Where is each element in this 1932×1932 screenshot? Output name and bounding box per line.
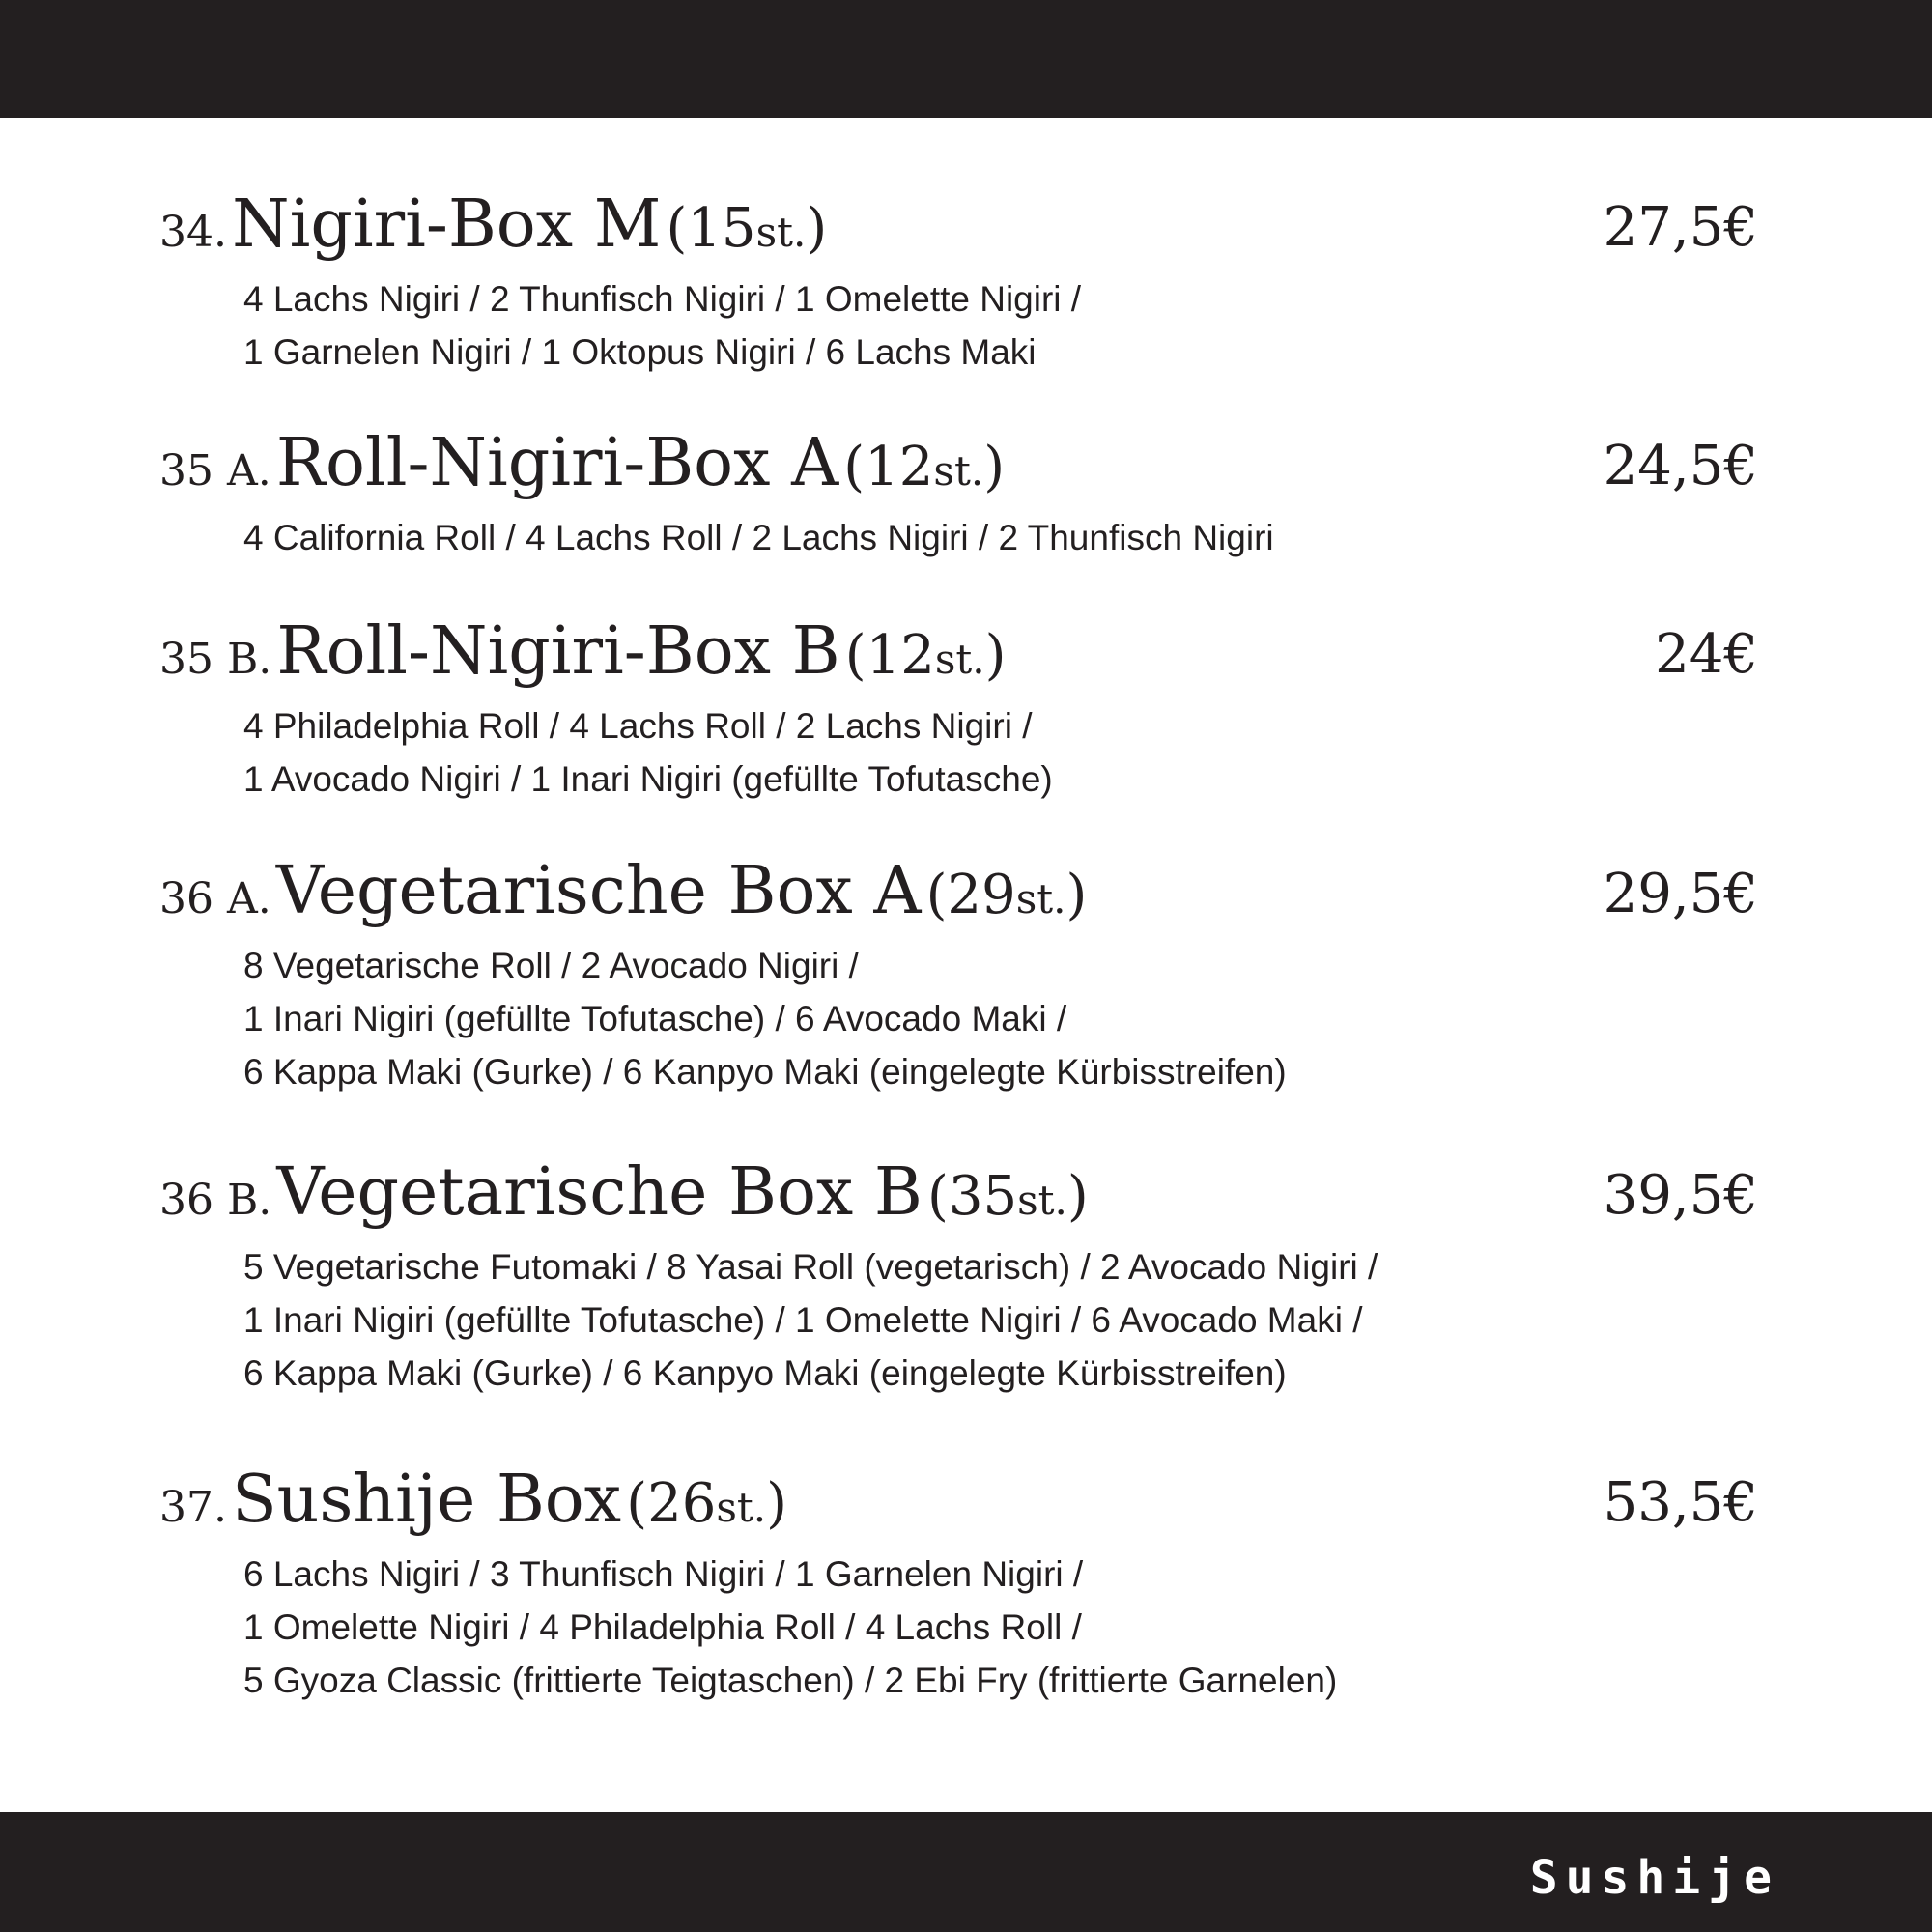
item-price: 53,5€ (1603, 1471, 1758, 1534)
item-price: 39,5€ (1603, 1164, 1758, 1227)
description-line: 1 Inari Nigiri (gefüllte Tofutasche) / 6 Avocado Maki / (243, 999, 1067, 1038)
description-line: 6 Kappa Maki (Gurke) / 6 Kanpyo Maki (eingelegte Kürbisstreifen) (243, 1052, 1287, 1092)
menu-item-35b (159, 613, 1758, 806)
description-line: 8 Vegetarische Roll / 2 Avocado Nigiri / (243, 946, 859, 985)
item-title: 34. Nigiri-Box M (15st.) (159, 186, 828, 263)
item-count: 12 (866, 624, 935, 687)
header-bar (0, 0, 1932, 118)
item-description (243, 511, 1758, 564)
description-line: 6 Lachs Nigiri / 3 Thunfisch Nigiri / 1 Garnelen Nigiri / (243, 1554, 1084, 1594)
item-number: 34. (159, 208, 227, 257)
item-count: 26 (647, 1472, 717, 1535)
item-name: Vegetarische Box B (276, 1154, 923, 1231)
item-unit: st. (1015, 875, 1066, 923)
item-number: 36 A. (159, 874, 271, 923)
description-line: 1 Omelette Nigiri / 4 Philadelphia Roll / 4 Lachs Roll / (243, 1607, 1082, 1647)
description-line: 5 Vegetarische Futomaki / 8 Yasai Roll (vegetarisch) / 2 Avocado Nigiri / (243, 1247, 1378, 1287)
description-line: 4 Lachs Nigiri / 2 Thunfisch Nigiri / 1 Omelette Nigiri / (243, 279, 1082, 319)
item-title: 36 A. Vegetarische Box A (29st.) (159, 853, 1088, 929)
item-count: 12 (865, 436, 934, 498)
description-line: 4 California Roll / 4 Lachs Roll / 2 Lachs Nigiri / 2 Thunfisch Nigiri (243, 518, 1274, 557)
description-line: 1 Garnelen Nigiri / 1 Oktopus Nigiri / 6 Lachs Maki (243, 332, 1037, 372)
item-description (243, 1240, 1758, 1400)
item-unit: st. (1017, 1177, 1067, 1224)
menu-item-35a (159, 425, 1758, 564)
description-line: 4 Philadelphia Roll / 4 Lachs Roll / 2 Lachs Nigiri / (243, 706, 1033, 746)
item-count: 35 (948, 1165, 1018, 1228)
item-name: Roll-Nigiri-Box A (275, 425, 839, 501)
item-number: 35 B. (159, 635, 272, 684)
item-unit: st. (716, 1484, 767, 1531)
item-price: 29,5€ (1603, 863, 1758, 925)
item-unit: st. (933, 447, 984, 495)
description-line: 1 Avocado Nigiri / 1 Inari Nigiri (gefüllte Tofutasche) (243, 759, 1053, 799)
item-count: 15 (687, 197, 756, 260)
footer-bar (0, 1812, 1932, 1932)
item-description (243, 939, 1758, 1098)
menu-item-34 (159, 186, 1758, 379)
item-name: Roll-Nigiri-Box B (276, 613, 840, 690)
description-line: 1 Inari Nigiri (gefüllte Tofutasche) / 1 Omelette Nigiri / 6 Avocado Maki / (243, 1300, 1363, 1340)
item-count: 29 (947, 864, 1016, 926)
item-name: Sushije Box (232, 1462, 622, 1538)
item-price: 27,5€ (1603, 196, 1758, 259)
menu-item-36a (159, 853, 1758, 1098)
item-title: 35 B. Roll-Nigiri-Box B (12st.) (159, 613, 1007, 690)
item-price: 24,5€ (1603, 435, 1758, 497)
description-line: 6 Kappa Maki (Gurke) / 6 Kanpyo Maki (eingelegte Kürbisstreifen) (243, 1353, 1287, 1393)
menu-item-36b (159, 1154, 1758, 1400)
item-number: 37. (159, 1483, 227, 1532)
item-number: 36 B. (159, 1176, 272, 1225)
item-description (243, 1548, 1758, 1707)
item-description (243, 699, 1758, 806)
item-price: 24€ (1655, 623, 1758, 686)
item-title: 36 B. Vegetarische Box B (35st.) (159, 1154, 1089, 1231)
item-number: 35 A. (159, 446, 271, 496)
item-name: Nigiri-Box M (232, 186, 662, 263)
item-name: Vegetarische Box A (275, 853, 922, 929)
item-unit: st. (934, 636, 985, 683)
item-description (243, 272, 1758, 379)
menu-item-37 (159, 1464, 1758, 1707)
description-line: 5 Gyoza Classic (frittierte Teigtaschen) / 2 Ebi Fry (frittierte Garnelen) (243, 1661, 1338, 1700)
item-title: 37. Sushije Box (26st.) (159, 1462, 787, 1538)
item-title: 35 A. Roll-Nigiri-Box A (12st.) (159, 425, 1006, 501)
brand-logo: Sushije (1529, 1851, 1779, 1905)
item-unit: st. (755, 209, 807, 256)
